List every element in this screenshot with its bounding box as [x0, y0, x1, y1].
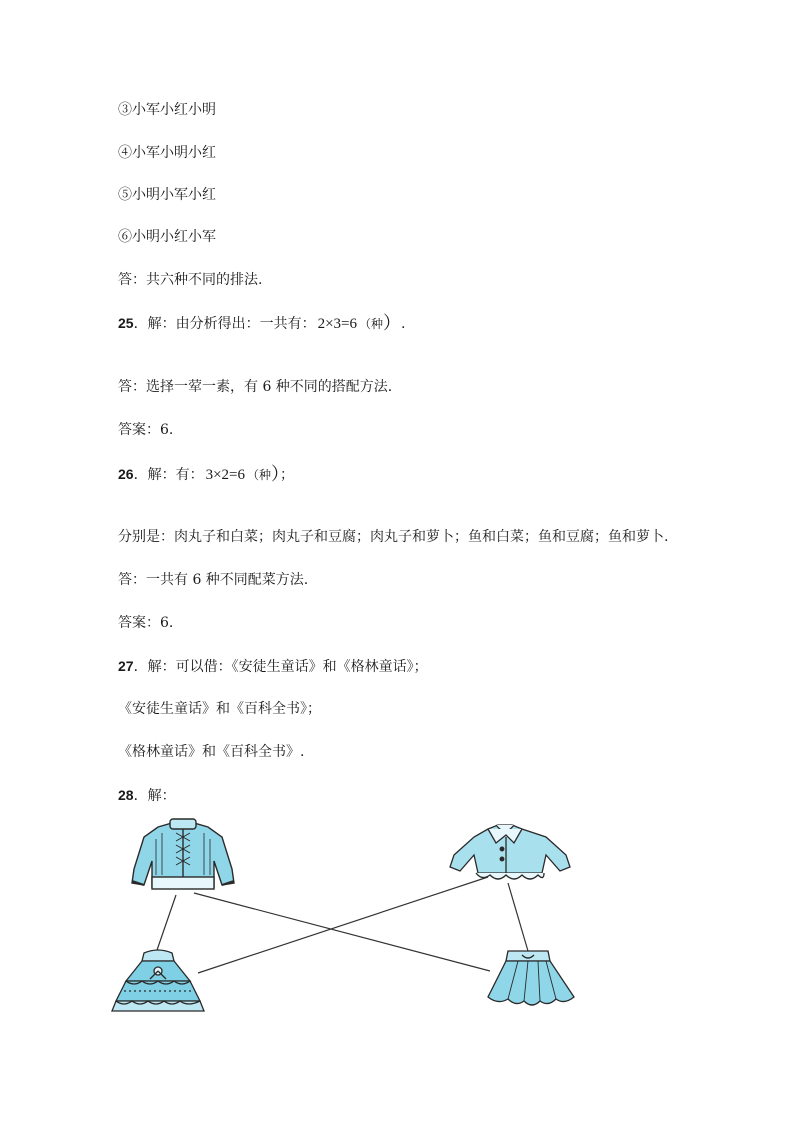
- flared-skirt-icon: [488, 951, 574, 1005]
- answer-26: 答：一共有 6 种不同配菜方法.: [118, 572, 309, 588]
- answer-24: 答：共六种不同的排法.: [118, 272, 263, 288]
- jacket-icon: [450, 825, 570, 879]
- question-25: [118, 314, 405, 333]
- question-number: 26: [118, 466, 134, 482]
- pairs-list-26: 分别是：肉丸子和白菜；肉丸子和豆腐；肉丸子和萝卜；鱼和白菜；鱼和豆腐；鱼和萝卜.: [118, 529, 669, 545]
- match-lines: [156, 877, 528, 973]
- solution-text: ．解：: [133, 788, 176, 804]
- line-3: ③小军小红小明: [118, 102, 216, 118]
- clothing-match-figure: [110, 815, 590, 1030]
- solution-text: ．解：可以借：《安徒生童话》和《格林童话》；: [133, 659, 428, 675]
- line-sweater-to-tiered-skirt: [156, 895, 176, 953]
- book-pair-2: 《安徒生童话》和《百科全书》；: [118, 701, 321, 717]
- final-26: 答案：6.: [118, 615, 174, 631]
- line-4: ④小军小明小红: [118, 145, 216, 161]
- semicolon: ；: [280, 467, 295, 483]
- answer-25: 答：选择一荤一素，有 6 种不同的搭配方法.: [118, 379, 393, 395]
- question-number: 28: [118, 787, 134, 803]
- book-pair-3: 《格林童话》和《百科全书》.: [118, 744, 305, 760]
- sweater-icon: [132, 819, 234, 889]
- question-number: 27: [118, 658, 134, 674]
- unit-close: ）: [271, 464, 281, 485]
- unit-open: （: [359, 317, 372, 331]
- unit: 种: [259, 468, 272, 482]
- unit-close: ）: [383, 313, 402, 334]
- formula: 2×3=6: [317, 316, 357, 332]
- formula: 3×2=6: [205, 467, 245, 483]
- solution-text: ．解：有：: [133, 467, 204, 483]
- line-jacket-to-flared-skirt: [508, 883, 528, 951]
- question-27: [118, 657, 428, 676]
- question-26: [118, 465, 294, 484]
- line-6: ⑥小明小红小军: [118, 229, 216, 245]
- question-28: [118, 786, 176, 805]
- tiered-skirt-icon: [112, 950, 204, 1011]
- line-5: ⑤小明小军小红: [118, 187, 216, 203]
- period: .: [401, 316, 406, 332]
- unit: 种: [371, 317, 384, 331]
- question-number: 25: [118, 315, 134, 331]
- solution-text: ．解：由分析得出：一共有：: [133, 316, 316, 332]
- final-25: 答案：6.: [118, 422, 174, 438]
- unit-open: （: [247, 468, 260, 482]
